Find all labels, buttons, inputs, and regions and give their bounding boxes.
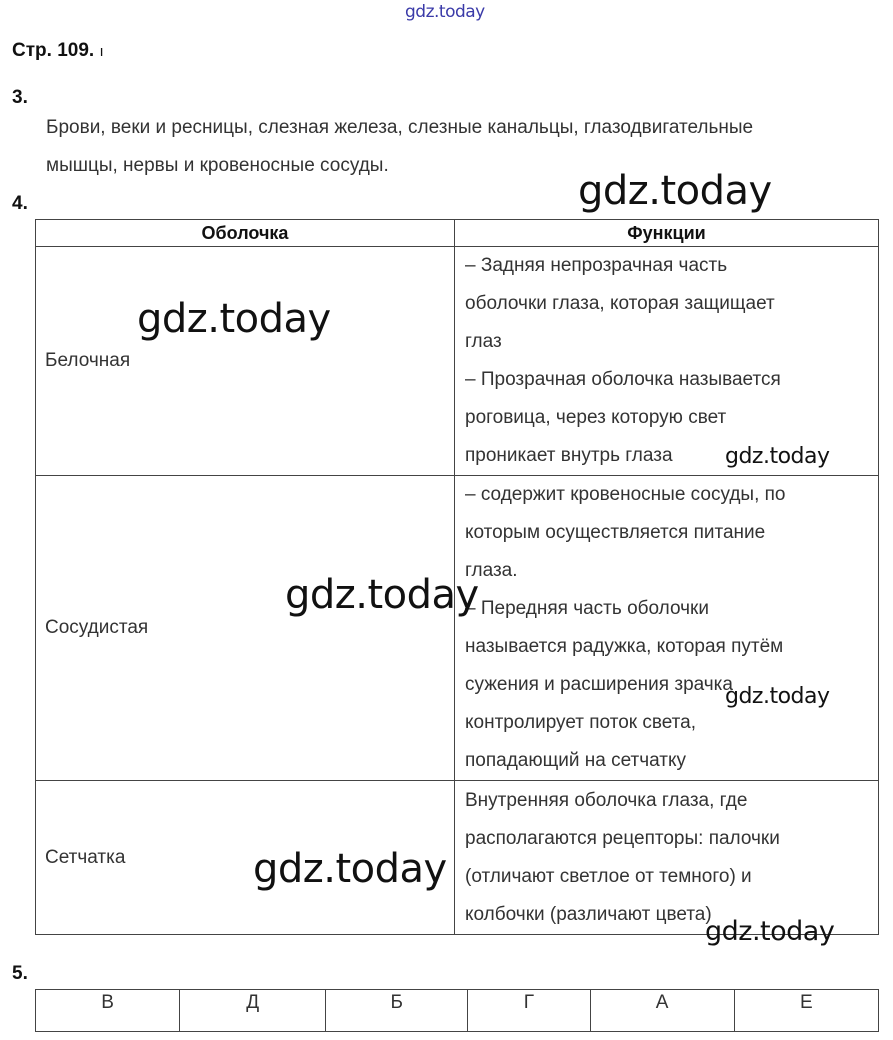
function-line: сужения и расширения зрачка	[465, 674, 733, 695]
membrane-name: Сетчатка	[36, 781, 455, 935]
function-line: оболочки глаза, которая защищает	[465, 293, 775, 314]
page-title	[12, 40, 104, 62]
table-row	[36, 247, 879, 476]
function-line: контролирует поток света,	[465, 712, 696, 733]
function-line: проникает внутрь глаза	[465, 445, 673, 466]
watermark: gdz.today	[253, 846, 447, 892]
watermark: gdz.today	[137, 296, 331, 342]
function-line: называется радужка, которая путём	[465, 636, 784, 657]
table-header-row	[36, 220, 879, 247]
function-line: – Задняя непрозрачная часть	[465, 255, 728, 276]
function-line: которым осуществляется питание	[465, 522, 766, 543]
function-line: роговица, через которую свет	[465, 407, 727, 428]
answer-cell: Г	[468, 990, 590, 1032]
answer-cell: Д	[180, 990, 326, 1032]
membrane-functions	[455, 247, 879, 476]
function-line: (отличают светлое от темного) и	[465, 865, 752, 887]
watermark: gdz.today	[285, 572, 479, 618]
question-3-number: 3.	[12, 87, 28, 108]
table-row	[36, 476, 879, 781]
membrane-name: Сосудистая	[36, 476, 455, 781]
answer-cell: А	[590, 990, 734, 1032]
function-line: глаз	[465, 331, 502, 352]
watermark: gdz.today	[578, 168, 772, 214]
membrane-functions	[455, 781, 879, 935]
function-line: – Передняя часть оболочки	[465, 598, 709, 619]
column-header-functions: Функции	[455, 220, 879, 247]
answer-cell: В	[36, 990, 180, 1032]
function-line: – содержит кровеносные сосуды, по	[465, 484, 786, 505]
page-title-mark: ı	[99, 43, 104, 60]
question-3-line: Брови, веки и ресницы, слезная железа, слезные канальцы, глазодвигательные	[46, 117, 754, 138]
answers-table	[35, 989, 879, 1032]
function-line: Внутренняя оболочка глаза, где	[465, 789, 748, 811]
question-3-line: мышцы, нервы и кровеносные сосуды.	[46, 155, 389, 176]
watermark: gdz.today	[725, 684, 830, 709]
question-5-number: 5.	[12, 963, 28, 984]
watermark: gdz.today	[705, 916, 835, 947]
header-watermark: gdz.today	[405, 2, 485, 22]
function-line: колбочки (различают цвета)	[465, 903, 712, 925]
answer-cell: Е	[734, 990, 878, 1032]
membrane-functions	[455, 476, 879, 781]
function-line: попадающий на сетчатку	[465, 750, 687, 771]
membrane-name: Белочная	[36, 247, 455, 476]
function-line: располагаются рецепторы: палочки	[465, 827, 780, 849]
question-4-number: 4.	[12, 193, 28, 214]
column-header-membrane: Оболочка	[36, 220, 455, 247]
function-line: – Прозрачная оболочка называется	[465, 369, 781, 390]
page-title-text: Стр. 109.	[12, 40, 95, 61]
watermark: gdz.today	[725, 444, 830, 469]
function-line: глаза.	[465, 560, 518, 581]
answers-row	[36, 990, 879, 1032]
answer-cell: Б	[326, 990, 468, 1032]
table-row	[36, 781, 879, 935]
